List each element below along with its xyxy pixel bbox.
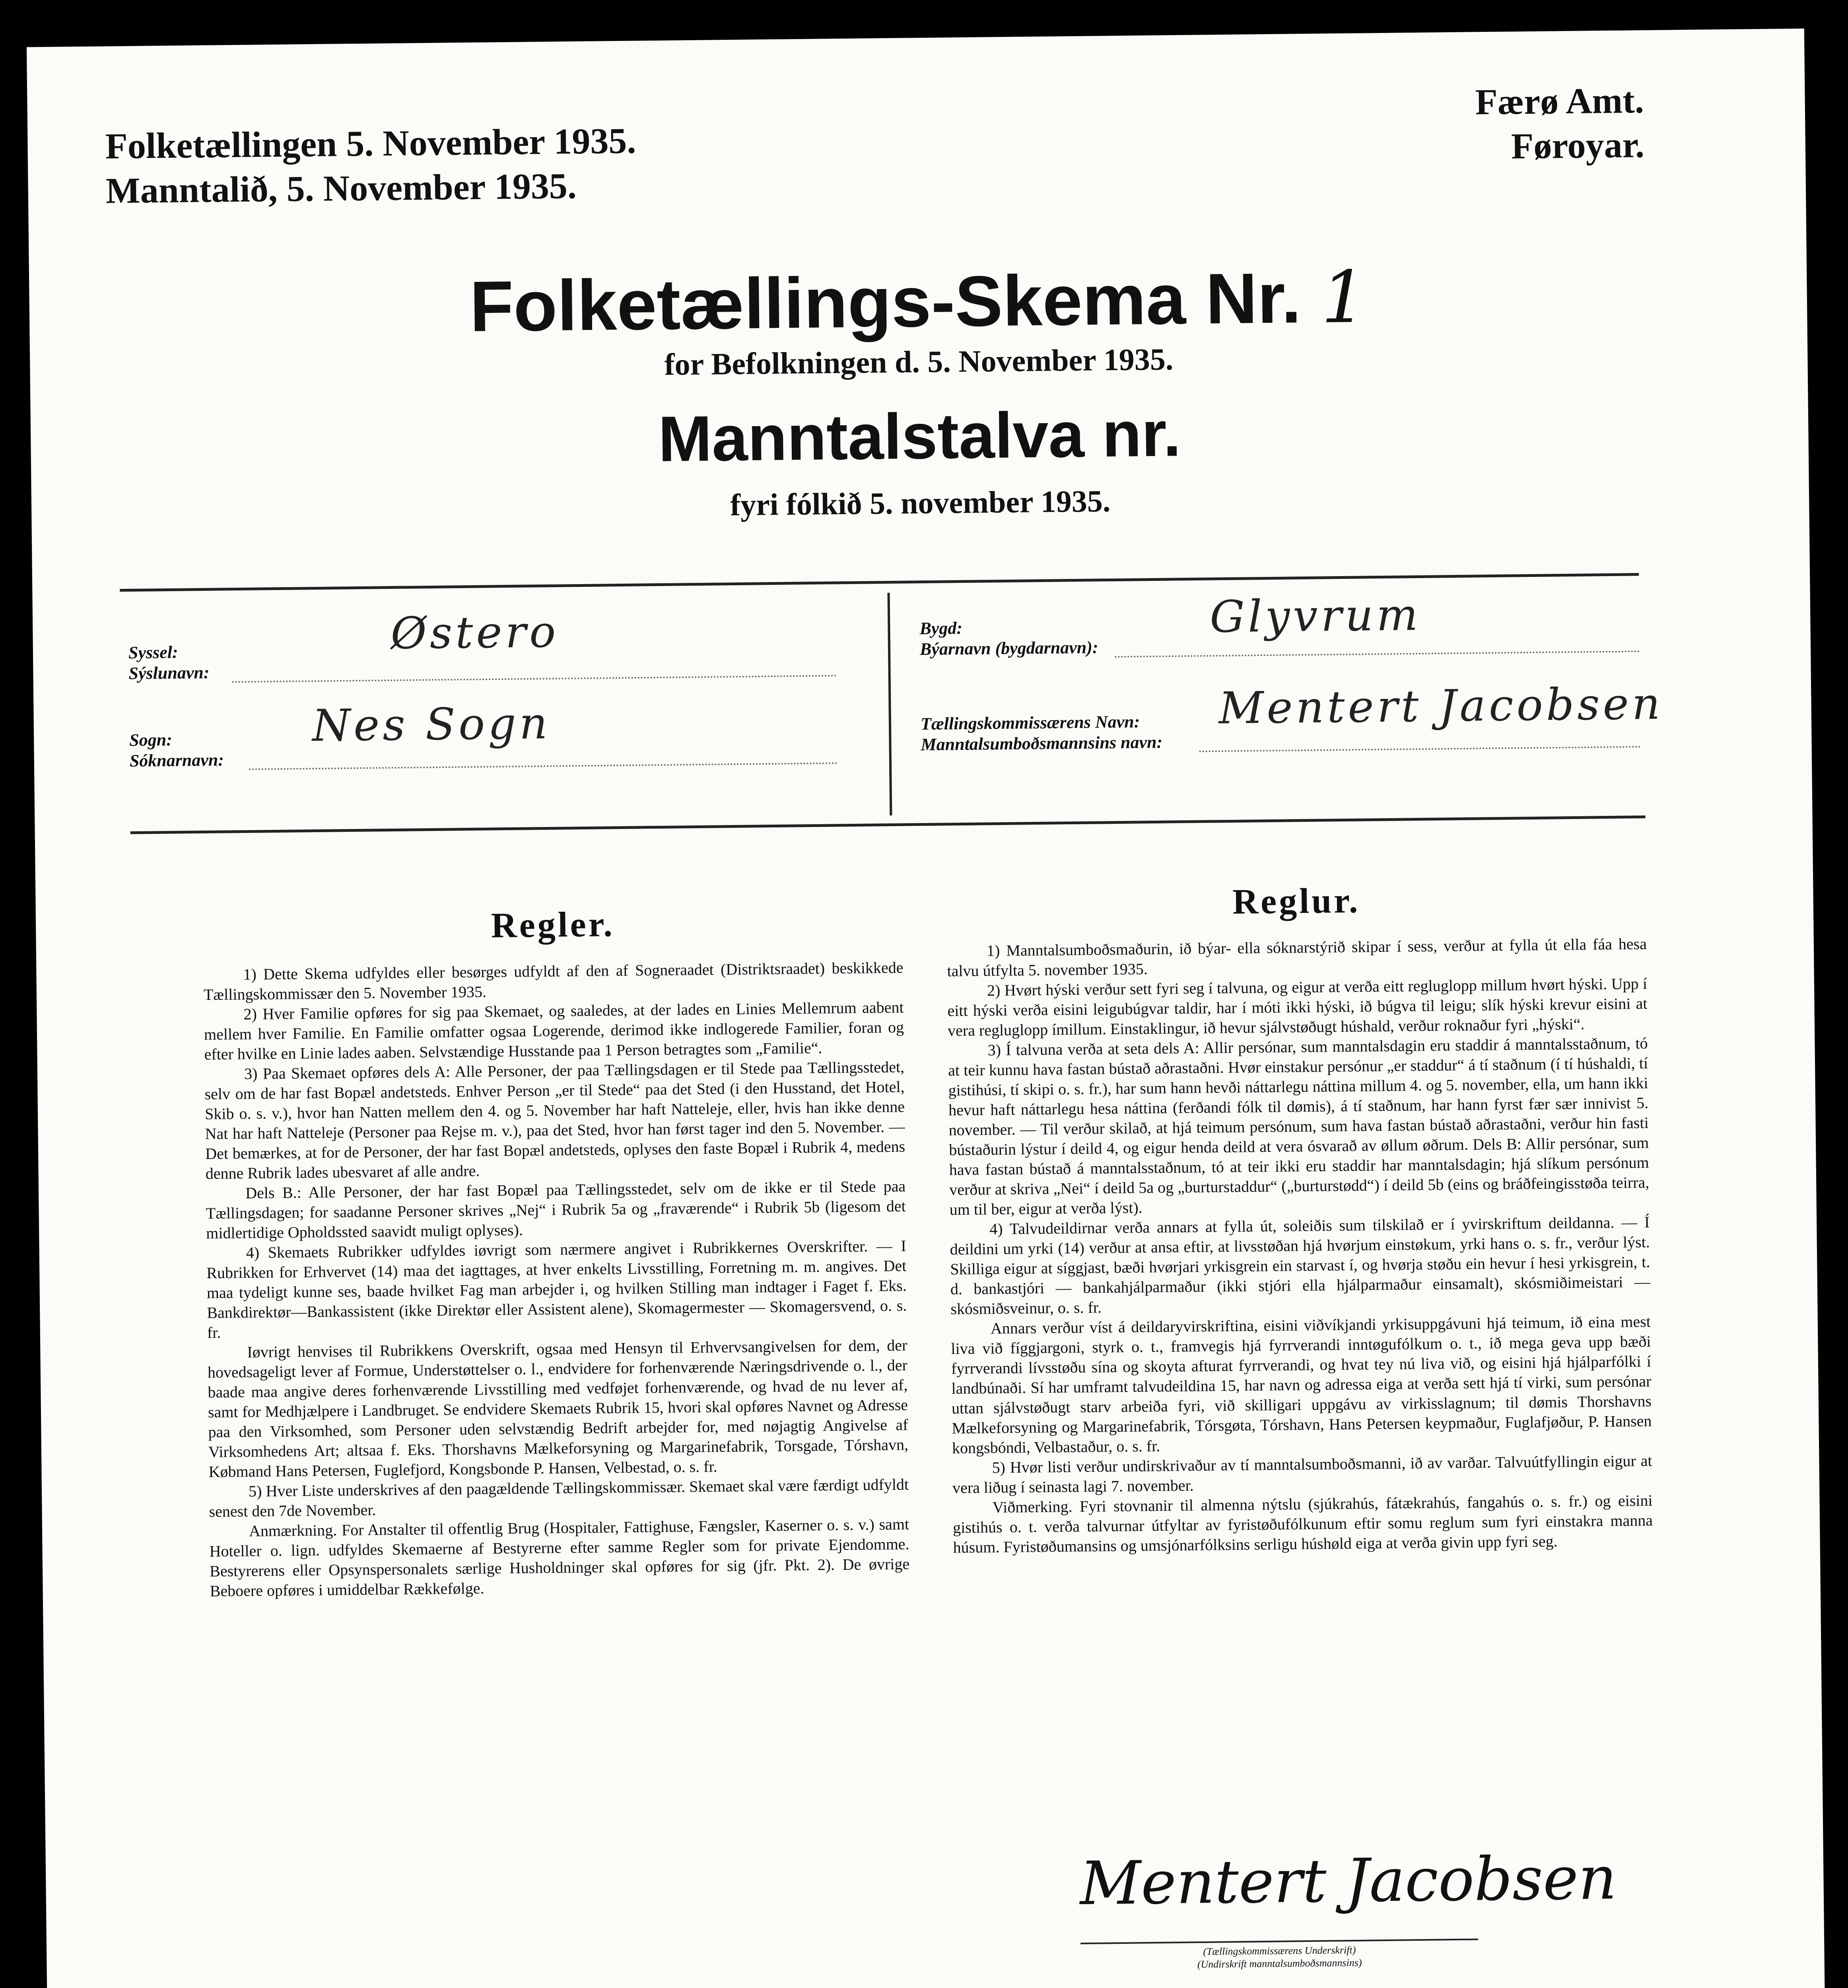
header-left-line2: Manntalið, 5. November 1935. [105, 165, 577, 211]
regel-4b: Iøvrigt henvises til Rubrikkens Overskrift, ogsaa med Hensyn til Erhvervsangivelsen for dem, der hovedsageligt lever af Formue, Understøttelser o. l., endvidere for forhenværende Næringsdrivende o. l., der baade maa angive deres forhenværende Livsstilling med vedføjet forhenværende, og hvad de nu lever af, samt for Medhjælpere i Landbruget. Se endvidere Skemaets Rubrik 15, hvori skal opføres Navnet og Adresse paa den Virksomhed, som Personer uden selvstændig Bedrift arbejder for, med nøjagtig Angivelse af Virksomhedens Art; altsaa f. Eks. Thorshavns Mælkeforsyning og Margarinefabrik, Torsgade, Tórshavn, Købmand Hans Petersen, Fuglefjord, Kongsbonde P. Hansen, Velbestad, o. s. fr. [207, 1336, 909, 1481]
kommissaer-label-fo: Manntalsumboðsmannsins navn: [921, 732, 1163, 755]
signature-caption-da: (Tællingskommissærens Underskrift) [1203, 1944, 1356, 1957]
sogn-label-da: Sogn: [129, 730, 173, 750]
rules-danish-body [203, 958, 910, 1601]
syssel-line [232, 675, 837, 683]
regel-3: 3) Paa Skemaet opføres dels A: Alle Personer, der paa Tællingsdagen er til Stede paa Tællingsstedet, selv om de har fast Bopæl andetsteds. Enhver Person „er til Stede“ paa det Sted (i den Husstand, det Hotel, Skib o. s. v.), hvor han Natten mellem den 4. og 5. November har haft Natteleje, eller, hvis han ikke denne Nat har haft Natteleje (Personer paa Rejse m. v.), paa det Sted, hvor han først tager ind den 5. November. — Det bemærkes, at for de Personer, der har fast Bopæl andetsteds, oplyses den faste Bopæl i Rubrik 4, medens denne Rubrik lades ubesvaret af alle andre. [204, 1058, 906, 1182]
regla-1: 1) Manntalsumboðsmaðurin, ið býar- ella sóknarstýrið skipar í sess, verður at fylla út ella fáa hesa talvu útfylta 5. november 1935. [947, 935, 1647, 980]
bygd-line [1115, 650, 1640, 658]
form-title-text: Folketællings-Skema Nr. [469, 258, 1302, 347]
form-subtitle: for Befolkningen d. 5. November 1935. [664, 342, 1174, 382]
syssel-value[interactable]: Østero [390, 606, 559, 659]
regel-5: 5) Hver Liste underskrives af den paagældende Tællingskommissær. Skemaet skal være færdigt udfyldt senest den 7de November. [209, 1475, 909, 1520]
rules-danish [203, 901, 910, 1601]
header-right-line2: Føroyar. [1511, 124, 1645, 167]
header-left [105, 118, 637, 213]
sogn-line [249, 762, 838, 770]
regel-1: 1) Dette Skema udfyldes eller besørges udfyldt af den af Sogneraadet (Distriktsraadet) beskikkede Tællingskommissær den 5. November 1935. [203, 958, 904, 1004]
sogn-value[interactable]: Nes Sogn [312, 697, 551, 751]
field-divider [887, 593, 892, 815]
form-number-handwritten: 1 [1320, 256, 1367, 340]
top-rule [120, 573, 1639, 592]
form-title-faroese: Manntalstalva nr. [658, 398, 1181, 475]
bygd-label [919, 616, 1098, 660]
syssel-label-da: Syssel: [128, 642, 178, 662]
regel-3b: Dels B.: Alle Personer, der har fast Bopæl paa Tællingsstedet, selv om de ikke er til Stede paa Tællingsdagen; for saadanne Personer skrives „Nej“ i Rubrik 5a og „fraværende“ i Rubrik 5b (ligesom det midlertidige Opholdssted saavidt muligt oplyses). [206, 1177, 906, 1242]
regla-vidmerking: Viðmerking. Fyri stovnanir til almenna nýtslu (sjúkrahús, fátækrahús, fangahús o. s. fr.) og eisini gistihús o. t. verða talvurnar útfyltar av fyristøðufólkunum eftir somu reglum sum fyri einstakra manna húsum. Fyristøðumansins og umsjónarfólksins serligu húshøld eiga at verða givin upp fyri seg. [952, 1491, 1653, 1557]
rules-faroese-body [947, 934, 1653, 1557]
rules-faroese [946, 877, 1653, 1557]
signature-caption [1100, 1943, 1459, 1972]
form-subtitle-faroese: fyri fólkið 5. november 1935. [730, 483, 1111, 522]
regla-2: 2) Hvørt hýski verður sett fyri seg í talvuna, og eigur at verða eitt regluglopp millum hvørt hýski. Upp í eitt hýski verða eisini leigubúgvar taldir, har í móti ikki hýski, ið búgva til leigu; slík hýski krevur eisini at vera regluglopp ímillum. Einstaklingur, ið hevur sjálvstøðugt húshald, verður roknaður fyri „hýski“. [947, 975, 1648, 1040]
regla-5: 5) Hvør listi verður undirskrivaður av tí manntalsumboðsmanni, ið av varðar. Talvuútfyllingin eigur at vera liðug í seinasta lagi 7. november. [952, 1451, 1652, 1497]
regel-2: 2) Hver Familie opføres for sig paa Skemaet, og saaledes, at der lades en Linies Mellemrum aabent mellem hver Familie. En Familie omfatter ogsaa Logerende, derimod ikke indlogerede Familier, foran og efter hvilke en Linie lades aaben. Selvstændige Husstande paa 1 Person betragtes som „Familie“. [204, 998, 904, 1064]
kommissaer-label-da: Tællingskommissærens Navn: [920, 712, 1140, 734]
bottom-rule [130, 815, 1646, 834]
sogn-label [129, 729, 224, 771]
rules-faroese-title: Reglur. [1232, 881, 1360, 922]
header-right-line1: Færø Amt. [1475, 80, 1644, 122]
census-form-page [27, 29, 1827, 1988]
sogn-label-fo: Sóknarnavn: [129, 750, 224, 771]
regel-anmaerkning: Anmærkning. For Anstalter til offentlig Brug (Hospitaler, Fattighuse, Fængsler, Kaserner o. s. v.) samt Hoteller o. lign. udfyldes Skemaerne af Bestyrerne efter samme Regler som for private Ejendomme. Bestyrerens eller Opsynspersonalets særlige Husholdninger skal opføres for sig (jfr. Pkt. 2). De øvrige Beboere opføres i umiddelbar Rækkefølge. [209, 1515, 910, 1600]
regla-3: 3) Í talvuna verða at seta dels A: Allir persónar, sum manntalsdagin eru staddir á manntalsstaðnum, tó at teir kunnu hava fastan bústað aðrastaðni. Hvør einstakur persónur „er staddur“ á tí staðnum (í tí húshaldi, tí gistihúsi, tí skipi o. s. fr.), har sum hann hevði náttarlegu náttina millum 4. og 5. november, ella, um hann ikki hevur haft náttarlegu hesa náttina (ferðandi fólk til dømis), á tí staðnum, har hann fyrst fær sær innivist 5. november. — Til verður skilað, at hjá teimum persónum, sum hava fastan bústað aðrastaðni, verður hin fasti bústaðurin lýstur í deild 4, og eigur henda deild at vera ósvarað av øllum øðrum. Dels B: Allir persónar, sum hava fastan bústað á manntalsstaðnum, tó at teir ikki eru staddir har manntalsdagin; hjá slíkum persónum verður at skriva „Nei“ í deild 5a og „burturstaddur“ („burturstødd“) í deild 5b (eins og bráðfeingisstøða teirra, um til ber, eigur at verða lýst). [948, 1034, 1650, 1219]
kommissaer-value[interactable]: Mentert Jacobsen [1218, 678, 1664, 734]
signature-caption-fo: (Undirskrift manntalsumboðsmannsins) [1197, 1957, 1362, 1970]
regel-4: 4) Skemaets Rubrikker udfyldes iøvrigt som nærmere angivet i Rubrikkernes Overskrifter. — I Rubrikken for Erhvervet (14) maa det iagttages, at hver enkelts Livsstilling, Forretning m. m. angives. Det maa tydeligt kunne ses, baade hvilket Fag man arbejder i, og hvilken Stilling man indtager i Faget f. Eks. Bankdirektør—Bankassistent (ikke Direktør eller Assistent alene), Skomagermester — Skomagersvend, o. s. fr. [206, 1237, 907, 1342]
syssel-label-fo: Sýslunavn: [128, 662, 210, 683]
rules-danish-title: Regler. [491, 905, 615, 945]
syssel-label [128, 642, 210, 684]
regla-4b: Annars verður víst á deildaryvirskriftina, eisini viðvíkjandi yrkisuppgávuni hjá teimum, ið eina mest liva við fíggjargoni, styrk o. t., framvegis hjá fyrrverandi inntøgufólkum o. t., ið mega geva upp bæði fyrrverandi lívsstøðu sína og skoyta afturat fyrrverandi, og hvat tey nú liva við, og eisini hjá hjálparfólki í landbúnaði. Sí har umframt talvudeildina 15, har navn og adressa eiga at verða sett hjá tí virki, sum persónar uttan sjálvstøðugt starv arbeiða fyri, við skilligari uppgávu av virkisslagnum; til dømis Thorshavns Mælkeforsyning og Margarinefabrik, Tórsgøta, Tórshavn, Hans Petersen keypmaður, Fuglafjøður, P. Hansen kongsbóndi, Velbastaður, o. s. fr. [951, 1312, 1652, 1457]
commissioner-signature[interactable]: Mentert Jacobsen [1079, 1843, 1617, 1919]
header-left-line1: Folketællingen 5. November 1935. [105, 120, 636, 167]
regla-4: 4) Talvudeildirnar verða annars at fylla út, soleiðis sum tilskilað er í yvirskriftum deildanna. — Í deildini um yrki (14) verður at ansa eftir, at livsstøðan hjá hvørjum einstøkum, yrki hans o. s. fr., verður lýst. Skilliga eigur at síggjast, bæði hvørjari yrkisgrein ein starvast í, og hvørja støðu ein hevur í hesi yrkisgrein, t. d. bankastjóri — bankahjálparmaður (ikki stjóri ella hjálparmaður einsamalt), skósmiðimeistari — skósmiðsveinur, o. s. fr. [950, 1213, 1650, 1318]
bygd-label-da: Bygd: [919, 618, 963, 639]
bygd-label-fo: Býarnavn (bygdarnavn): [919, 637, 1098, 659]
header-right [1475, 78, 1644, 169]
kommissaer-label [921, 711, 1163, 755]
kommissaer-line [1199, 746, 1641, 752]
bygd-value[interactable]: Glyvrum [1209, 589, 1421, 643]
